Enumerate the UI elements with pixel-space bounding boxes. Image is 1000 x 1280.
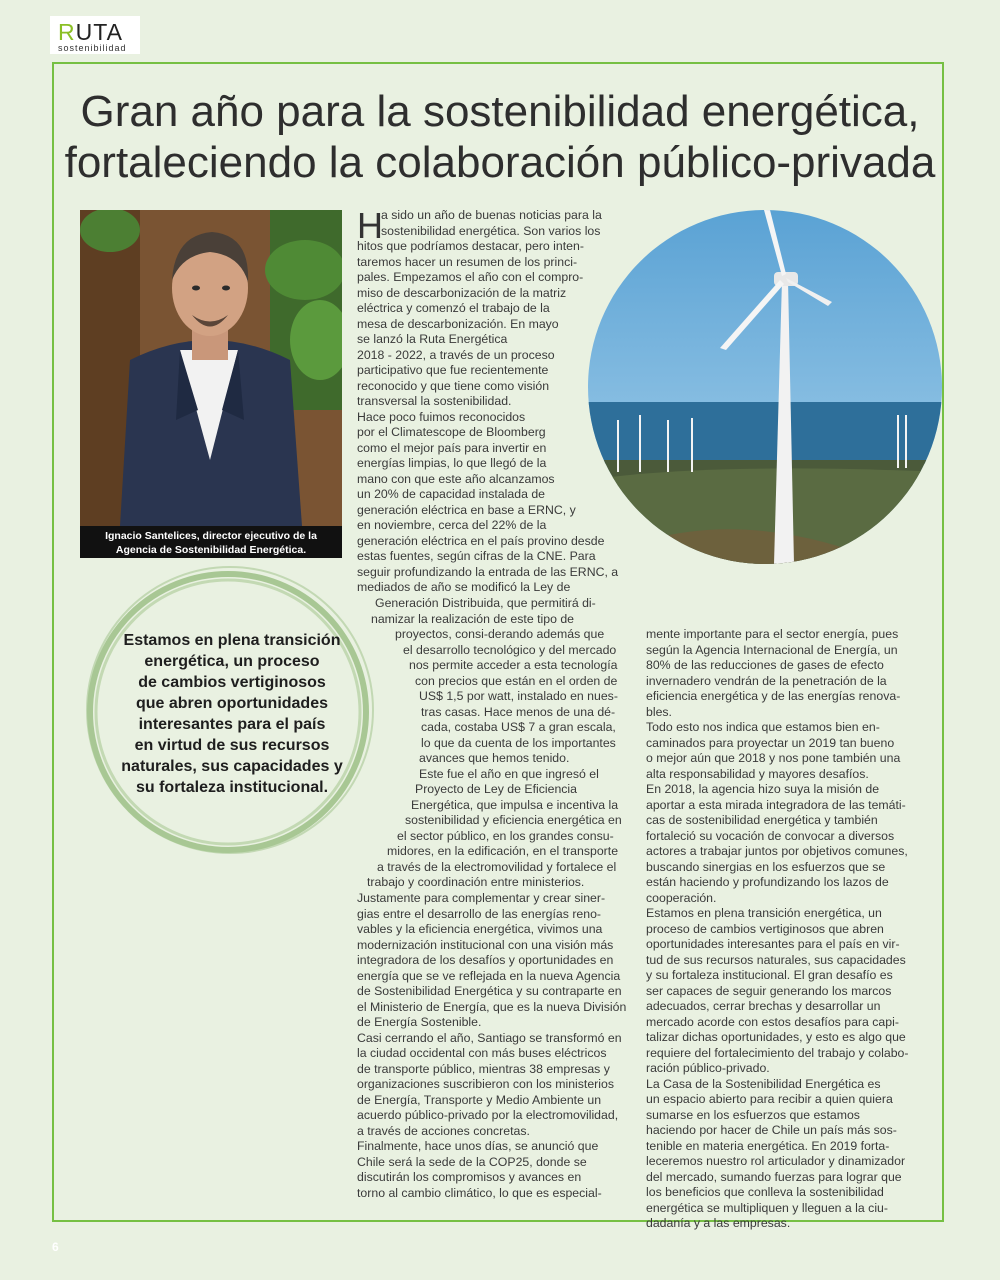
text-line: según la Agencia Internacional de Energía, un xyxy=(646,642,898,657)
text-line: Proyecto de Ley de Eficiencia xyxy=(415,782,578,796)
text-line: la ciudad occidental con más buses eléctricos xyxy=(357,1046,607,1060)
text-line: avances que hemos tenido. xyxy=(419,751,570,765)
text-line: tenible en materia energética. En 2019 forta- xyxy=(646,1138,890,1153)
text-line: eléctrica y comenzó el trabajo de la xyxy=(357,301,550,315)
text-line: discutirán los compromisos y avances en xyxy=(357,1170,582,1184)
article-title xyxy=(60,86,940,188)
text-line: eficiencia energética y de las energías renova- xyxy=(646,689,901,703)
text-line: con precios que están en el orden de xyxy=(415,673,618,688)
text-line: cas de sostenibilidad energética y también xyxy=(646,813,878,827)
text-line: Casi cerrando el año, Santiago se transformó en xyxy=(357,1030,622,1045)
text-line: taremos hacer un resumen de los princi- xyxy=(357,254,578,269)
text-line: cooperación. xyxy=(646,890,717,905)
text-line: integradora de los desafíos y oportunidades en xyxy=(357,953,614,967)
wind-turbine-photo xyxy=(588,210,942,564)
title-line-2: fortaleciendo la colaboración público-privada xyxy=(64,138,936,187)
text-line: mano con que este año alcanzamos xyxy=(357,471,555,486)
text-line: pales. Empezamos el año con el compro- xyxy=(357,270,584,284)
text-line: y su fortaleza institucional. El gran desafío es xyxy=(646,968,893,982)
photo-caption: Ignacio Santelices, director ejecutivo de la Agencia de Sostenibilidad Energética. xyxy=(80,526,342,558)
text-line: ser capaces de seguir generando los marcos xyxy=(646,983,892,998)
text-line: actores a trabajar juntos por objetivos comunes, xyxy=(646,844,908,858)
column-1-bottom-text xyxy=(357,891,626,1201)
text-line: Justamente para complementar y crear siner- xyxy=(357,891,606,905)
text-line: un espacio abierto para recibir a quien quiera xyxy=(646,1092,893,1106)
text-line: tras casas. Hace menos de una dé- xyxy=(421,704,616,719)
portrait-photo xyxy=(80,210,342,526)
text-line: namizar la realización de este tipo de xyxy=(371,611,575,626)
text-line: a través de la electromovilidad y fortalece el xyxy=(377,859,617,874)
text-line: leceremos nuestro rol articulador y dinamizador xyxy=(646,1154,906,1168)
text-line: fortaleció su vocación de convocar a diversos xyxy=(646,828,895,843)
text-line: energética se multipliquen y lleguen a la ciu- xyxy=(646,1200,888,1215)
text-line: La Casa de la Sostenibilidad Energética es xyxy=(646,1076,881,1091)
text-line: mente importante para el sector energía, pues xyxy=(646,627,899,641)
text-line: mediados de año se modificó la Ley de xyxy=(357,580,571,594)
text-line: buscando sinergias en los esfuerzos que se xyxy=(646,859,886,874)
text-line: US$ 1,5 por watt, instalado en nues- xyxy=(419,689,618,703)
text-line: Energética, que impulsa e incentiva la xyxy=(411,797,619,812)
text-line: reconocido y que tiene como visión xyxy=(357,378,550,393)
text-line: Generación Distribuida, que permitirá di- xyxy=(375,596,596,610)
text-line: como el mejor país para invertir en xyxy=(357,440,547,455)
text-line: 80% de las reducciones de gases de efecto xyxy=(646,658,884,672)
text-line: alta responsabilidad y mayores desafíos. xyxy=(646,766,869,781)
drop-cap: H xyxy=(357,205,383,246)
text-line: requiere del fortalecimiento del trabajo y colabo- xyxy=(646,1045,909,1060)
text-line: torno al cambio climático, lo que es especial- xyxy=(357,1185,602,1200)
text-line: midores, en la edificación, en el transporte xyxy=(387,844,619,858)
text-line: dadanía y a las empresas. xyxy=(646,1216,791,1230)
column-2-text xyxy=(646,627,908,1232)
text-line: de Sostenibilidad Energética y su contraparte en xyxy=(357,984,622,998)
text-line: hitos que podríamos destacar, pero inten- xyxy=(357,239,584,253)
text-line: gias entre el desarrollo de las energías reno- xyxy=(357,906,602,921)
text-line: miso de descarbonización de la matriz xyxy=(357,285,567,300)
text-line: de Energía Sostenible. xyxy=(357,1015,482,1029)
text-line: adecuados, cerrar brechas y desarrollar un xyxy=(646,999,881,1013)
text-line: aportar a esta mirada integradora de las temáti- xyxy=(646,797,906,812)
text-line: modernización institucional con una visión más xyxy=(357,937,614,952)
title-line-1: Gran año para la sostenibilidad energética, xyxy=(80,87,920,136)
text-line: el desarrollo tecnológico y del mercado xyxy=(403,642,617,657)
text-line: trabajo y coordinación entre ministerios. xyxy=(367,875,585,889)
text-line: sostenibilidad y eficiencia energética en xyxy=(405,813,622,827)
text-line: organizaciones suscribieron con los ministerios xyxy=(357,1077,614,1091)
text-line: participativo que fue recientemente xyxy=(357,363,549,377)
text-line: de Energía, Transporte y Medio Ambiente un xyxy=(357,1092,602,1107)
brand-logo xyxy=(50,16,140,54)
text-line: un 20% de capacidad instalada de xyxy=(357,487,546,501)
text-line: 2018 - 2022, a través de un proceso xyxy=(357,347,555,362)
text-line: En 2018, la agencia hizo suya la misión de xyxy=(646,782,880,796)
logo-tagline: sostenibilidad xyxy=(58,43,127,53)
text-line: energía que se ve reflejada en la nueva Agencia xyxy=(357,968,621,983)
text-line: Finalmente, hace unos días, se anunció que xyxy=(357,1139,599,1153)
text-line: energías limpias, lo que llegó de la xyxy=(357,456,547,470)
text-line: transversal la sostenibilidad. xyxy=(357,394,512,408)
text-line: de transporte público, mientras 38 empresas y xyxy=(357,1061,610,1076)
text-line: acuerdo público-privado por la electromovilidad, xyxy=(357,1108,619,1122)
text-line: el Ministerio de Energía, que es la nueva División xyxy=(357,999,627,1014)
logo-wordmark: RUTA xyxy=(58,19,123,45)
pull-quote: Estamos en plena transición energética, un proceso de cambios vertiginosos que abren oportunidades interesantes para el país en virtud de sus recursos naturales, sus capacidades y su fortaleza institucional. xyxy=(121,632,343,796)
text-line: proceso de cambios vertiginosos que abren xyxy=(646,921,884,936)
text-line: a través de acciones concretas. xyxy=(357,1123,530,1138)
text-line: el sector público, en los grandes consu- xyxy=(397,828,614,843)
column-1-curved-text xyxy=(357,596,622,891)
text-line: Todo esto nos indica que estamos bien en- xyxy=(646,720,880,734)
text-line: Hace poco fuimos reconocidos xyxy=(357,409,526,424)
text-line: oportunidades interesantes para el país en vir- xyxy=(646,937,900,951)
text-line: del mercado, sumando fuerzas para lograr que xyxy=(646,1169,902,1184)
text-line: haciendo por hacer de Chile un país más sos- xyxy=(646,1123,897,1137)
text-line: cada, costaba US$ 7 a gran escala, xyxy=(421,720,616,734)
text-line: proyectos, consi-derando además que xyxy=(395,627,605,641)
text-line: están haciendo y profundizando los lazos de xyxy=(646,875,889,889)
text-line: ración público-privado. xyxy=(646,1061,770,1075)
page-number: 6 xyxy=(52,1240,59,1254)
text-line: caminados para proyectar un 2019 tan bueno xyxy=(646,735,895,750)
text-line: generación eléctrica en el país provino desde xyxy=(357,533,605,548)
text-line: generación eléctrica en base a ERNC, y xyxy=(357,502,576,517)
text-line: nos permite acceder a esta tecnología xyxy=(409,658,618,672)
text-line: lo que da cuenta de los importantes xyxy=(421,735,616,750)
text-line: los beneficios que conlleva la sostenibilidad xyxy=(646,1185,884,1199)
text-line: estas fuentes, según cifras de la CNE. Para xyxy=(357,549,596,563)
text-line: Este fue el año en que ingresó el xyxy=(419,766,599,781)
portrait-illustration xyxy=(80,210,342,526)
text-line: en noviembre, cerca del 22% de la xyxy=(357,518,547,532)
text-line: o mejor aún que 2018 y nos pone también una xyxy=(646,751,901,765)
text-line: se lanzó la Ruta Energética xyxy=(357,332,508,346)
column-1-top-text: a sido un año de buenas noticias para la sostenibilidad energética. Son varios los xyxy=(381,208,602,238)
text-line: seguir profundizando la entrada de las ERNC, a xyxy=(357,564,619,579)
column-1-text xyxy=(357,239,618,596)
text-line: Chile será la sede de la COP25, donde se xyxy=(357,1154,587,1169)
text-line: mesa de descarbonización. En mayo xyxy=(357,316,559,331)
text-line: por el Climatescope de Bloomberg xyxy=(357,425,546,439)
text-line: bles. xyxy=(646,704,672,719)
text-line: mercado acorde con estos desafíos para capi- xyxy=(646,1014,899,1029)
text-line: tud de sus recursos naturales, sus capacidades xyxy=(646,952,906,967)
text-line: sumarse en los esfuerzos que estamos xyxy=(646,1107,860,1122)
text-line: talizar dichas oportunidades, y esto es algo que xyxy=(646,1030,906,1044)
text-line: Estamos en plena transición energética, un xyxy=(646,906,882,920)
text-line: invernadero vendrán de la penetración de la xyxy=(646,673,887,688)
text-line: vables y la eficiencia energética, vivimos una xyxy=(357,922,603,936)
